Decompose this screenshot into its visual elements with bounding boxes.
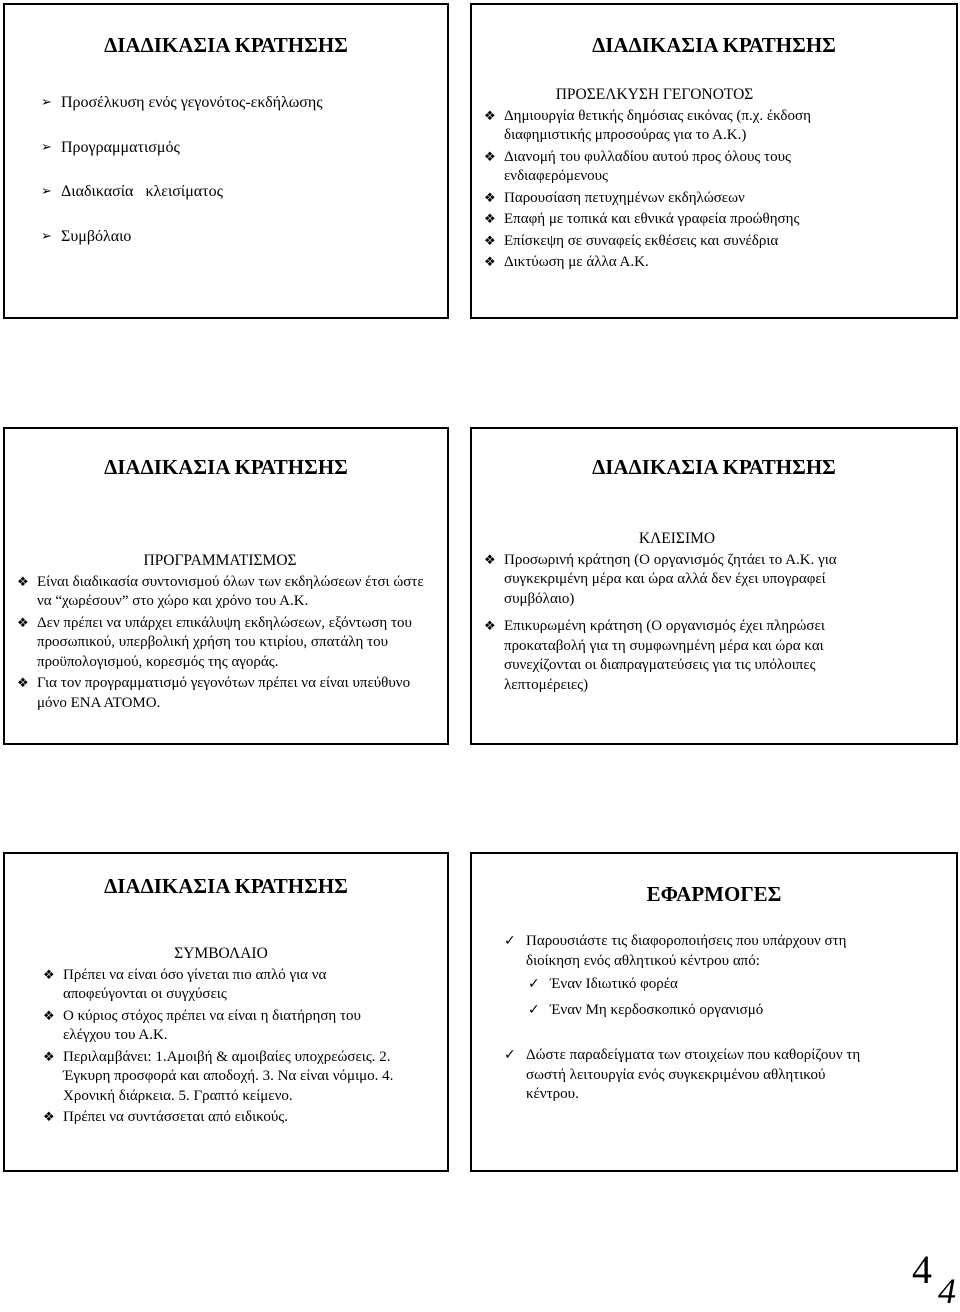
list-item: ❖ Δικτύωση με άλλα Α.Κ. (482, 253, 827, 273)
slide-subtitle: ΠΡΟΣΕΛΚΥΣΗ ΓΕΓΟΝΟΤΟΣ (555, 86, 754, 103)
slide-5 (3, 852, 449, 1172)
nested-list (526, 975, 862, 1020)
bullet-list (39, 93, 439, 246)
diamond-bullet-icon: ❖ (43, 1110, 55, 1125)
list-item: ❖ Για τον προγραμματισμό γεγονότων πρέπει να είναι υπεύθυνο μόνο ΕΝΑ ΑΤΟΜΟ. (17, 675, 411, 711)
diamond-bullet-icon: ❖ (484, 212, 496, 227)
arrow-bullet-icon: ➢ (41, 228, 52, 244)
list-item: ❖ Δεν πρέπει να υπάρχει επικάλυψη εκδηλώσεων, εξόντωση του προσωπικού, υπερβολική χρήση του κτιρίου, σπατάλη του προϋπολογισμού, κορεσμός της αγοράς. (17, 614, 412, 670)
page-number-italic: 4 (938, 1271, 956, 1311)
diamond-bullet-icon: ❖ (484, 552, 496, 568)
check-bullet-icon: ✓ (528, 976, 540, 992)
diamond-bullet-icon: ❖ (484, 255, 496, 270)
slide-title: ΔΙΑΔΙΚΑΣΙΑ ΚΡΑΤΗΣΗΣ (592, 33, 836, 57)
slide-4 (470, 427, 958, 745)
list-item: ➢ Προγραμματισμός (41, 138, 180, 156)
slide-title: ΔΙΑΔΙΚΑΣΙΑ ΚΡΑΤΗΣΗΣ (104, 33, 348, 57)
bullet-list (482, 107, 827, 273)
list-item: ❖ Ο κύριος στόχος πρέπει να είναι η διατήρηση του ελέγχου του Α.Κ. (43, 1007, 361, 1043)
list-item: ❖ Επικυρωμένη κράτηση (Ο οργανισμός έχει πληρώσει προκαταβολή για τη συμφωνημένη μέρα και ώρα και συνεχίζονται οι διαπραγματεύσεις για τις υπόλοιπες λεπτομέρειες) (484, 618, 825, 693)
slide-6 (470, 852, 958, 1172)
bullet-list (15, 573, 425, 714)
list-item: ✓ Δώστε παραδείγματα των στοιχείων που καθορίζουν τη σωστή λειτουργία ενός συγκεκριμένου αθλητικού κέντρου. (504, 1047, 861, 1102)
list-item: ❖ Πρέπει να είναι όσο γίνεται πιο απλό για να αποφεύγονται οι συγχύσεις (43, 966, 327, 1002)
slide-content (15, 551, 425, 715)
diamond-bullet-icon: ❖ (484, 233, 496, 249)
slide-title: ΔΙΑΔΙΚΑΣΙΑ ΚΡΑΤΗΣΗΣ (104, 874, 348, 898)
slide-title: ΔΙΑΔΙΚΑΣΙΑ ΚΡΑΤΗΣΗΣ (592, 455, 836, 479)
slide-3 (3, 427, 449, 745)
list-item: ➢ Διαδικασία κλεισίματος (41, 183, 223, 200)
slide-content (39, 93, 439, 271)
slide-content (502, 932, 862, 1107)
list-item: ❖ Περιλαμβάνει: 1.Αμοιβή & αμοιβαίες υποχρεώσεις. 2. Έγκυρη προσφορά και αποδοχή. 3. Να είναι νόμιμο. 4. Χρονική διάρκεια. 5. Γραπτό κείμενο. (43, 1048, 394, 1104)
check-bullet-icon: ✓ (504, 933, 516, 949)
arrow-bullet-icon: ➢ (41, 95, 52, 110)
list-item: ❖ Δημιουργία θετικής δημόσιας εικόνας (π.χ. έκδοση διαφημιστικής μπροσούρας για το Α.Κ.) (484, 107, 811, 143)
list-item: ❖ Είναι διαδικασία συντονισμού όλων των εκδηλώσεων έτσι ώστε να “χωρέσουν” στο χώρο και χρόνο του Α.Κ. (17, 573, 424, 609)
slide-title: ΕΦΑΡΜΟΓΕΣ (646, 882, 782, 906)
page-number: 4 (912, 1247, 932, 1292)
diamond-bullet-icon: ❖ (43, 967, 55, 983)
bullet-list (502, 932, 862, 1105)
slide-title: ΔΙΑΔΙΚΑΣΙΑ ΚΡΑΤΗΣΗΣ (104, 455, 348, 479)
diamond-bullet-icon: ❖ (43, 1049, 55, 1065)
arrow-bullet-icon: ➢ (41, 184, 52, 199)
list-item: ❖ Επίσκεψη σε συναφείς εκθέσεις και συνέδρια (482, 232, 827, 252)
slide-content (482, 529, 872, 697)
list-item: ❖ Προσωρινή κράτηση (Ο οργανισμός ζητάει το Α.Κ. για συγκεκριμένη μέρα και ώρα αλλά δεν έχει υπογραφεί συμβόλαιο) (484, 551, 837, 607)
slide-content (41, 944, 401, 1130)
list-item: ✓ Έναν Μη κερδοσκοπικό οργανισμό (526, 1001, 862, 1021)
list-item: ❖ Πρέπει να συντάσσεται από ειδικούς. (41, 1108, 401, 1128)
slide-1 (3, 3, 449, 319)
bullet-list (41, 966, 401, 1128)
bullet-list (482, 551, 872, 696)
diamond-bullet-icon: ❖ (17, 676, 29, 691)
check-bullet-icon: ✓ (528, 1001, 540, 1018)
list-item: ❖ Παρουσίαση πετυχημένων εκδηλώσεων (482, 189, 827, 209)
slide-subtitle: ΠΡΟΓΡΑΜΜΑΤΙΣΜΟΣ (143, 552, 297, 569)
diamond-bullet-icon: ❖ (17, 615, 29, 631)
diamond-bullet-icon: ❖ (484, 190, 496, 206)
diamond-bullet-icon: ❖ (484, 149, 496, 165)
diamond-bullet-icon: ❖ (484, 108, 496, 124)
slide-subtitle: ΣΥΜΒΟΛΑΙΟ (174, 945, 268, 962)
list-item: ➢ Προσέλκυση ενός γεγονότος-εκδήλωσης (41, 94, 323, 111)
slide-content (482, 85, 827, 275)
diamond-bullet-icon: ❖ (484, 619, 496, 634)
slide-subtitle: ΚΛΕΙΣΙΜΟ (638, 530, 716, 547)
list-item: ✓ Έναν Ιδιωτικό φορέα (526, 975, 862, 995)
diamond-bullet-icon: ❖ (17, 574, 29, 590)
list-item: ❖ Διανομή του φυλλαδίου αυτού προς όλους τους ενδιαφερόμενους (484, 148, 791, 184)
diamond-bullet-icon: ❖ (43, 1008, 55, 1024)
list-item: ✓ Παρουσιάστε τις διαφοροποιήσεις που υπάρχουν στη διοίκηση ενός αθλητικού κέντρου από: ✓ Έναν Ιδιωτικό φορέα ✓ Έναν Μη κερδοσκοπικό οργανισμό (502, 932, 862, 1020)
check-bullet-icon: ✓ (504, 1047, 516, 1063)
slide-2 (470, 3, 958, 319)
list-item: ➢ Συμβόλαιο (41, 227, 132, 245)
arrow-bullet-icon: ➢ (41, 139, 52, 155)
list-item: ❖ Επαφή με τοπικά και εθνικά γραφεία προώθησης (482, 210, 827, 230)
